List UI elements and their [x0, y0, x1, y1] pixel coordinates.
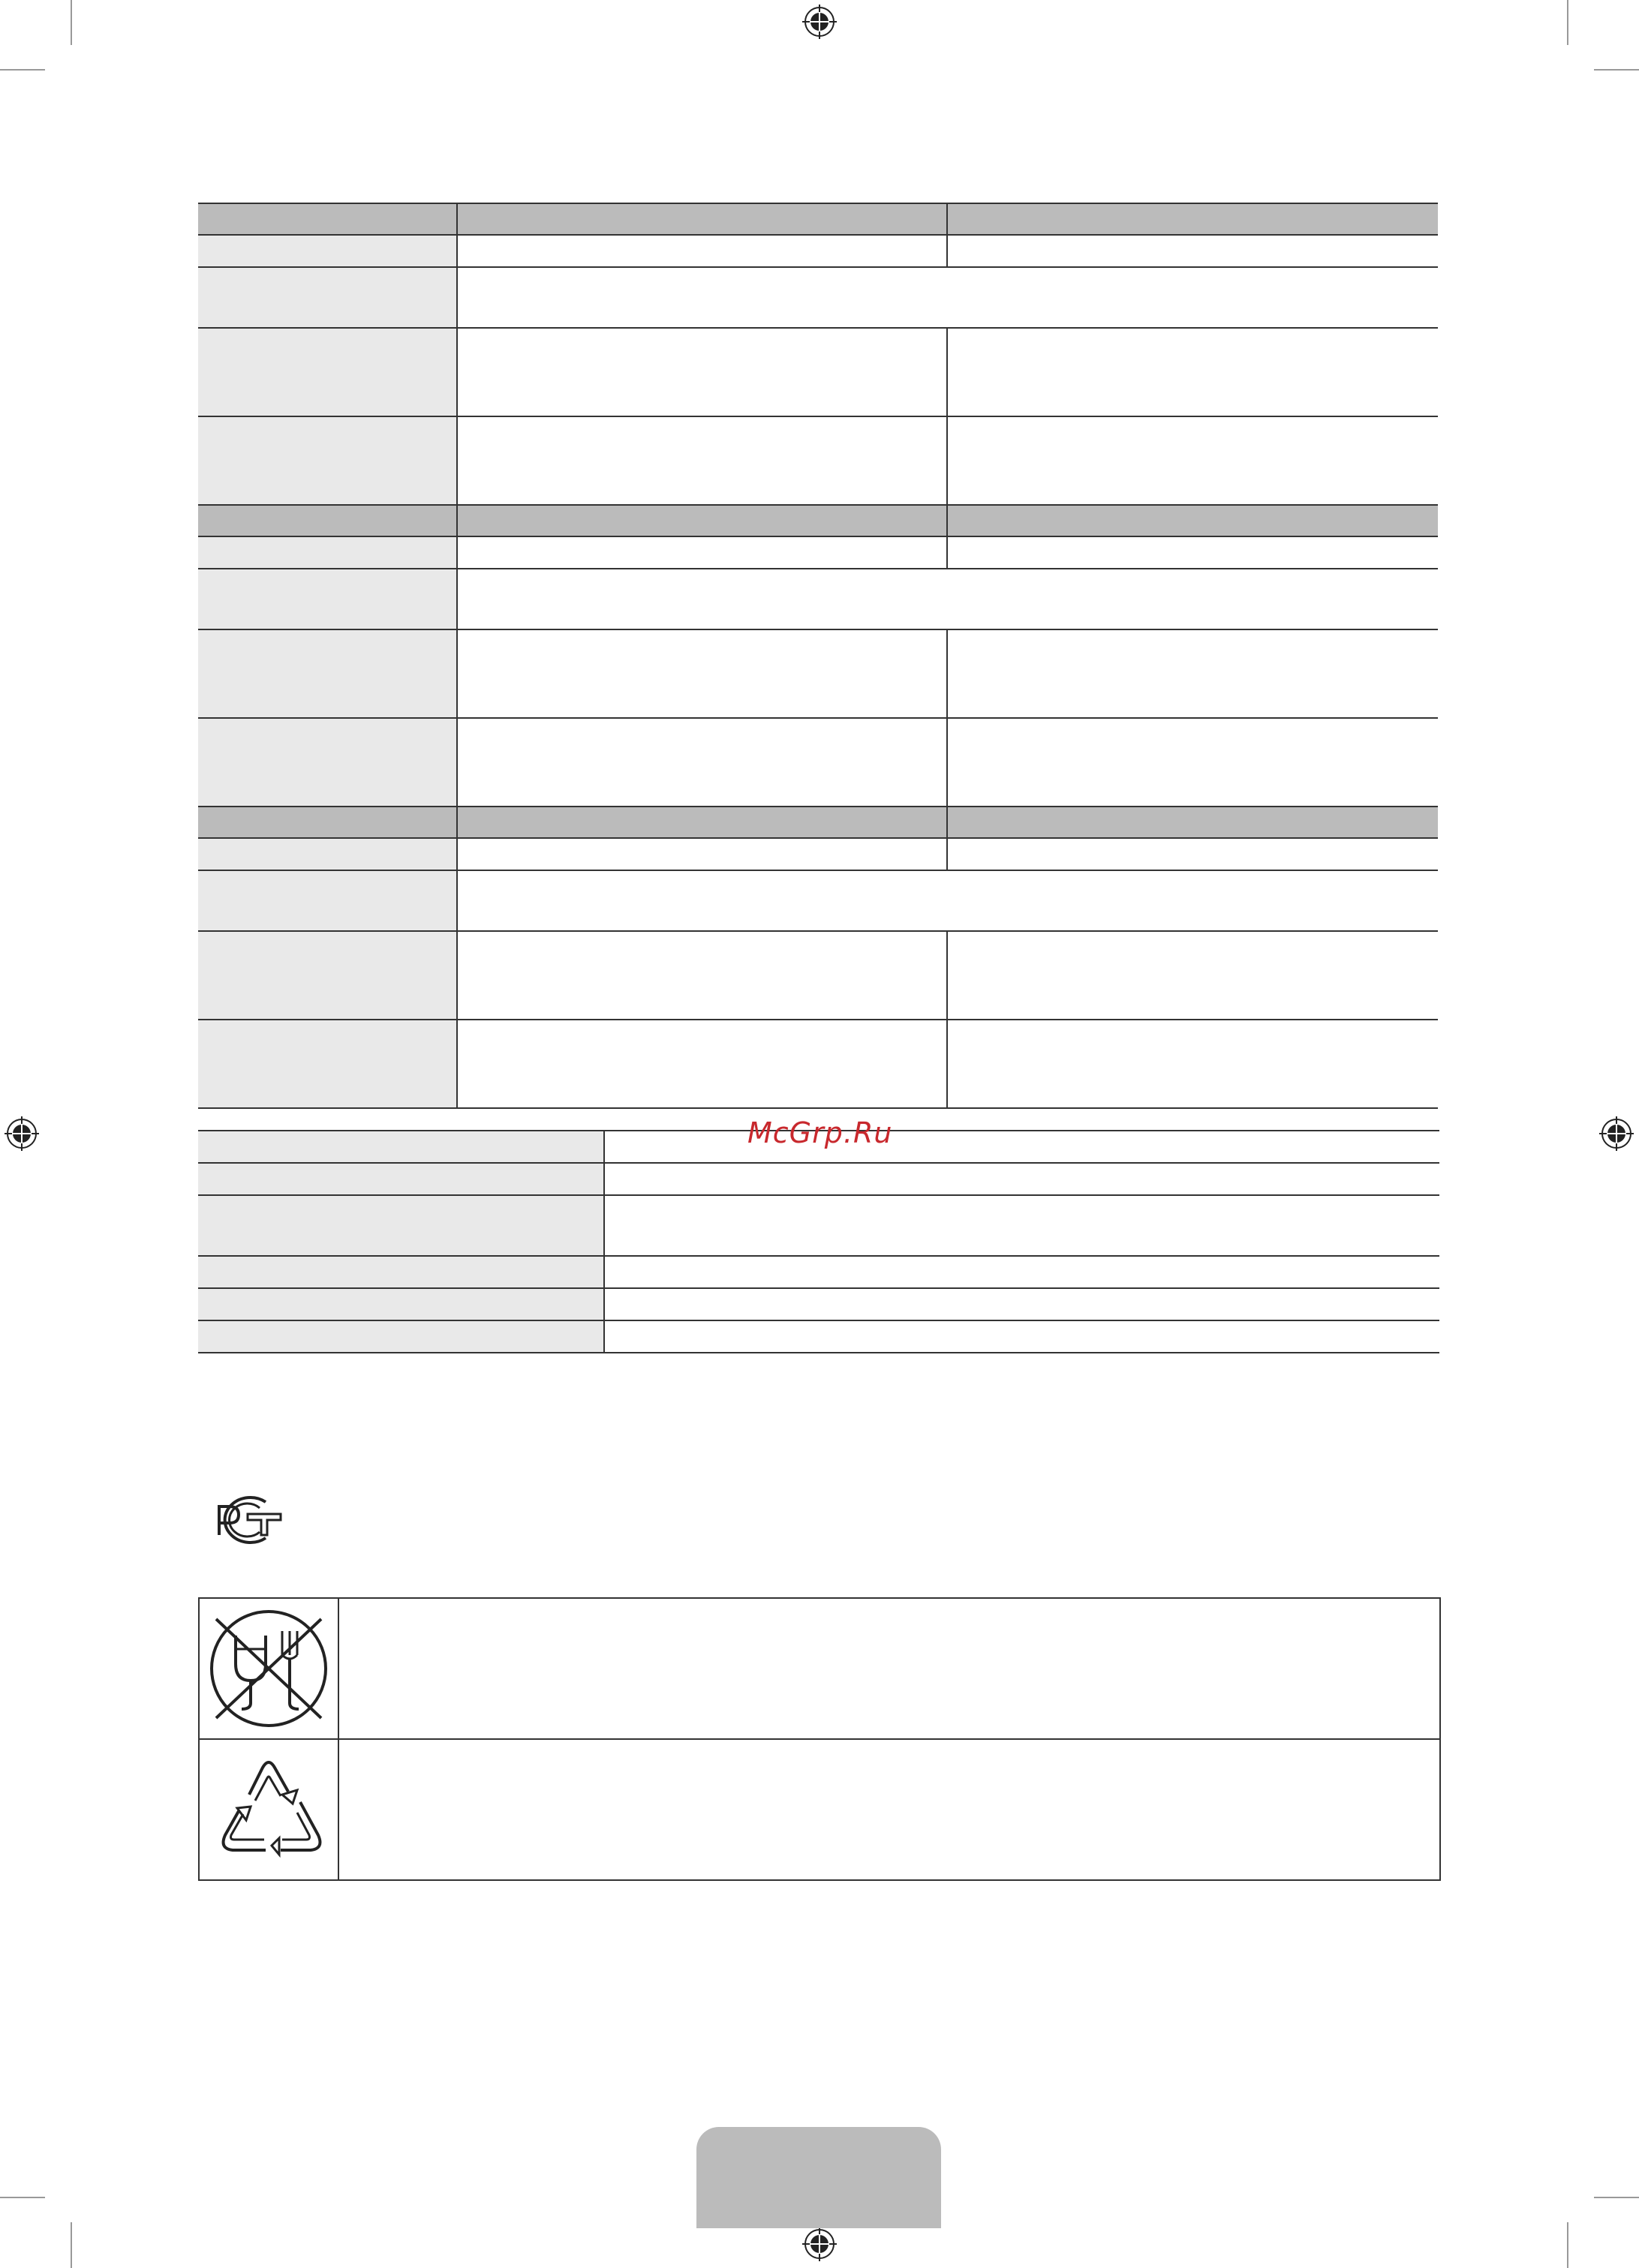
table-row [198, 569, 1438, 629]
page-number-tab [696, 2127, 941, 2228]
table-row [198, 1320, 1439, 1353]
table-row [198, 536, 1438, 569]
table-row [199, 1739, 1440, 1880]
table-row [198, 1020, 1438, 1108]
registration-mark-icon [5, 1116, 39, 1151]
spec-table-3 [198, 806, 1438, 1109]
crop-mark [1594, 69, 1639, 71]
crop-mark [71, 2222, 72, 2268]
symbol-description [338, 1739, 1440, 1880]
crop-mark [71, 0, 72, 45]
table-row [198, 838, 1438, 870]
table-header-row [198, 203, 1438, 235]
watermark: McGrp.Ru [747, 1116, 893, 1149]
symbol-cell [199, 1739, 338, 1880]
table-row [199, 1598, 1440, 1739]
table-row [198, 931, 1438, 1020]
table-row [198, 267, 1438, 328]
table-row [198, 416, 1438, 505]
crop-mark [0, 69, 45, 71]
registration-mark-icon [1599, 1116, 1634, 1151]
table-row [198, 1195, 1439, 1256]
table-header-row [198, 505, 1438, 536]
registration-mark-icon [802, 5, 837, 39]
table-row [198, 870, 1438, 931]
crop-mark [1594, 2197, 1639, 2198]
table-header-row [198, 807, 1438, 838]
table-row [198, 718, 1438, 807]
general-spec-table [198, 1130, 1439, 1353]
symbol-description [338, 1598, 1440, 1739]
symbol-cell [199, 1598, 338, 1739]
spec-table-1 [198, 203, 1438, 506]
registration-mark-icon [802, 2227, 837, 2261]
spec-table-2 [198, 504, 1438, 807]
pct-certification-logo [203, 1491, 285, 1549]
table-row [198, 1288, 1439, 1320]
table-row [198, 328, 1438, 416]
not-for-food-contact-icon [209, 1609, 329, 1729]
table-row [198, 1256, 1439, 1288]
symbols-table [198, 1597, 1441, 1881]
crop-mark [1567, 0, 1568, 45]
table-row [198, 629, 1438, 718]
crop-mark [1567, 2222, 1568, 2268]
crop-mark [0, 2197, 45, 2198]
table-row [198, 1163, 1439, 1195]
table-row [198, 235, 1438, 267]
recycling-arrows-icon [207, 1748, 330, 1871]
